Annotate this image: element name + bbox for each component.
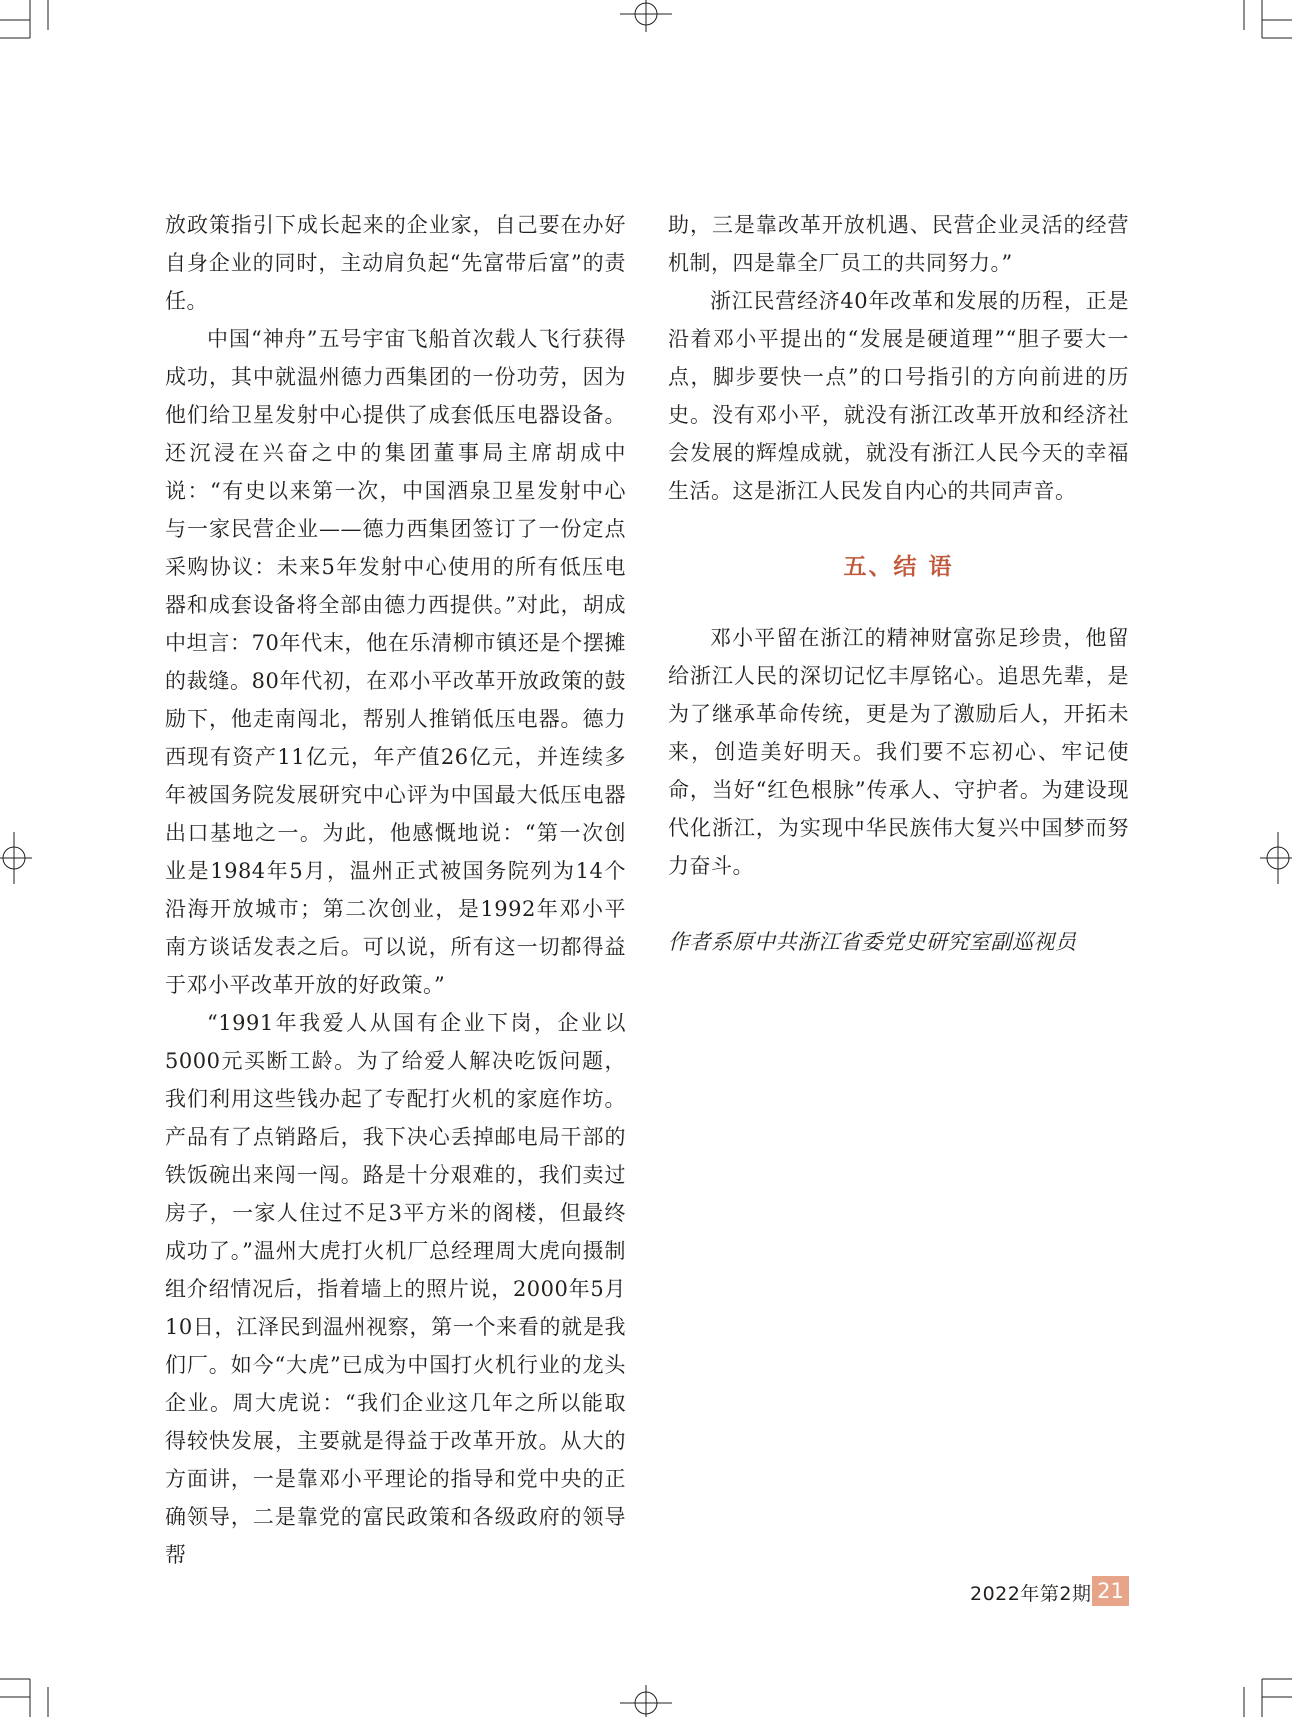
issue-label: 2022年第2期 <box>970 1583 1092 1605</box>
body-paragraph: 中国“神舟”五号宇宙飞船首次载人飞行获得成功，其中就温州德力西集团的一份功劳，因为他们给卫星发射中心提供了成套低压电器设备。还沉浸在兴奋之中的集团董事局主席胡成中说：“有史以来第一次，中国酒泉卫星发射中心与一家民营企业——德力西集团签订了一份定点采购协议：未来5年发射中心使用的所有低压电器和成套设备将全部由德力西提供。”对此，胡成中坦言：70年代末，他在乐清柳市镇还是个摆摊的裁缝。80年代初，在邓小平改革开放政策的鼓励下，他走南闯北，帮别人推销低压电器。德力西现有资产11亿元，年产值26亿元，并连续多年被国务院发展研究中心评为中国最大低压电器出口基地之一。为此，他感慨地说：“第一次创业是1984年5月，温州正式被国务院列为14个沿海开放城市；第二次创业，是1992年邓小平南方谈话发表之后。可以说，所有这一切都得益于邓小平改革开放的好政策。” <box>165 327 626 997</box>
body-paragraph: 邓小平留在浙江的精神财富弥足珍贵，他留给浙江人民的深切记忆丰厚铭心。追思先辈，是为了继承革命传统，更是为了激励后人，开拓未来，创造美好明天。我们要不忘初心、牢记使命，当好“红色根脉”传承人、守护者。为建设现代化浙江，为实现中华民族伟大复兴中国梦而努力奋斗。 <box>668 626 1129 878</box>
left-column <box>165 206 626 1574</box>
body-paragraph: 助，三是靠改革开放机遇、民营企业灵活的经营机制，四是靠全厂员工的共同努力。” <box>668 213 1129 275</box>
body-paragraph: 浙江民营经济40年改革和发展的历程，正是沿着邓小平提出的“发展是硬道理”“胆子要大一点，脚步要快一点”的口号指引的方向前进的历史。没有邓小平，就没有浙江改革开放和经济社会发展的辉煌成就，就没有浙江人民今天的幸福生活。这是浙江人民发自内心的共同声音。 <box>668 289 1129 503</box>
page-number: 21 <box>1092 1576 1129 1606</box>
section-heading: 五、结 语 <box>843 554 954 580</box>
author-note: 作者系原中共浙江省委党史研究室副巡视员 <box>668 930 1077 954</box>
right-column <box>668 206 1129 961</box>
body-paragraph: “1991年我爱人从国有企业下岗，企业以5000元买断工龄。为了给爱人解决吃饭问题，我们利用这些钱办起了专配打火机的家庭作坊。产品有了点销路后，我下决心丢掉邮电局干部的铁饭碗出来闯一闯。路是十分艰难的，我们卖过房子，一家人住过不足3平方米的阁楼，但最终成功了。”温州大虎打火机厂总经理周大虎向摄制组介绍情况后，指着墙上的照片说，2000年5月10日，江泽民到温州视察，第一个来看的就是我们厂。如今“大虎”已成为中国打火机行业的龙头企业。周大虎说：“我们企业这几年之所以能取得较快发展，主要就是得益于改革开放。从大的方面讲，一是靠邓小平理论的指导和党中央的正确领导，二是靠党的富民政策和各级政府的领导帮 <box>165 1011 626 1567</box>
body-paragraph: 放政策指引下成长起来的企业家，自己要在办好自身企业的同时，主动肩负起“先富带后富”的责任。 <box>165 213 626 313</box>
